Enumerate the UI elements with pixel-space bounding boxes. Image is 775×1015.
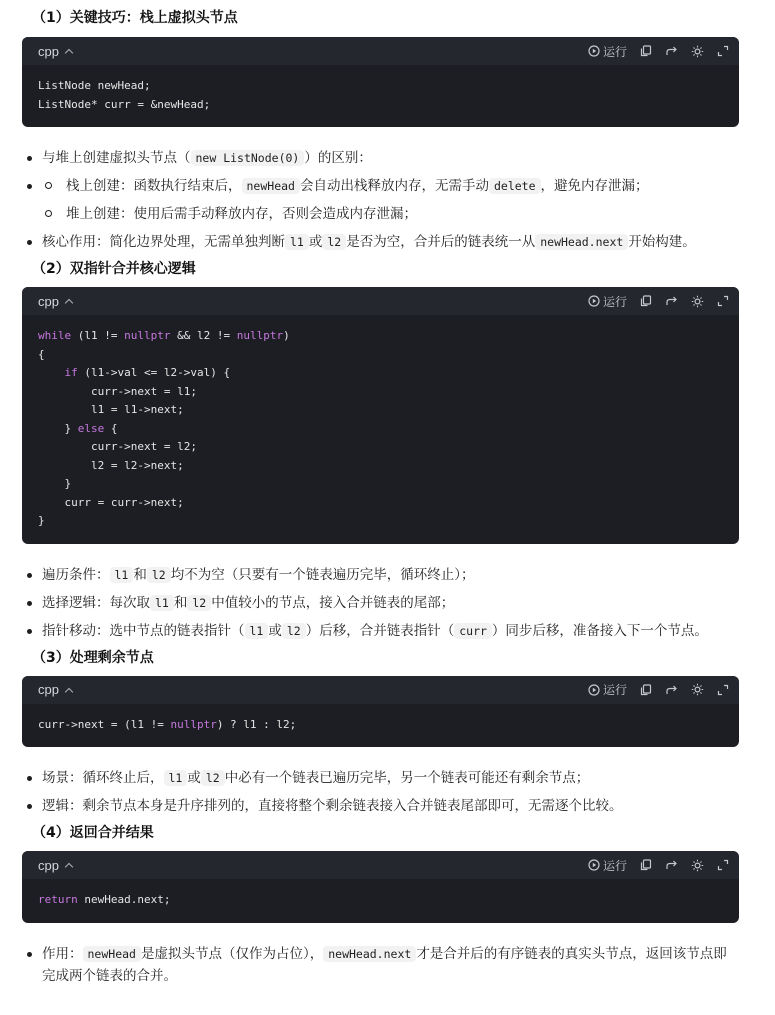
text-segment: 选择逻辑：每次取 [42,594,150,611]
inline-code: delete [489,178,541,194]
run-icon [588,295,600,307]
code-block [22,851,739,923]
code-block-header [22,851,739,879]
share-button[interactable] [665,45,678,57]
inline-code: l1 [164,770,188,786]
share-icon [665,859,678,871]
code-block-header [22,37,739,65]
code-block-header [22,287,739,315]
copy-button[interactable] [640,859,652,871]
theme-icon [691,45,704,58]
copy-button[interactable] [640,684,652,696]
share-button[interactable] [665,295,678,307]
language-label: cpp [38,857,59,873]
run-label: 运行 [602,294,627,309]
inline-code: newHead [83,946,141,962]
text-segment: 开始构建。 [628,234,696,250]
share-button[interactable] [665,859,678,871]
share-icon [665,295,678,307]
section-title: （1）关键技巧：栈上虚拟头节点 [32,10,238,26]
copy-icon [640,45,652,57]
code-block [22,37,739,127]
inline-code: newHead [242,178,300,194]
inline-code: l1 [150,595,174,611]
theme-icon [691,683,704,696]
theme-button[interactable] [691,683,704,696]
inline-code: l1 [245,623,269,639]
run-button[interactable] [588,43,627,60]
code-line: l2 = l2->next; [38,458,184,472]
expand-icon [717,684,729,696]
theme-icon [691,295,704,308]
inline-code: l1 [110,567,134,583]
text-segment: 核心作用：简化边界处理，无需单独判断 [42,234,285,250]
code-line: curr = curr->next; [38,495,184,509]
bullet-list [22,564,739,642]
chevron-up-icon [65,687,73,695]
expand-button[interactable] [717,45,729,57]
code-toolbar [588,681,729,698]
section-title: （3）处理剩余节点 [32,649,154,666]
text-segment: 和 [133,566,147,583]
code-block-header [22,676,739,704]
chevron-up-icon [65,299,73,307]
code-line: while (l1 != nullptr && l2 != nullptr) [38,329,290,342]
list-item [22,620,739,642]
code-line: } else { [38,421,118,435]
section-title: （2）双指针合并核心逻辑 [32,261,196,277]
run-label: 运行 [602,858,627,873]
share-button[interactable] [665,684,678,696]
code-line: } [38,477,72,490]
language-toggle[interactable] [38,858,72,873]
code-keyword: nullptr [236,329,284,342]
code-line: curr->next = l2; [38,440,197,453]
list-item [22,767,739,789]
code-body [22,704,739,748]
run-icon [588,45,600,57]
inline-code: l2 [201,770,225,786]
run-button[interactable] [588,857,627,874]
language-label: cpp [38,43,59,59]
text-segment: 中值较小的节点，接入合并链表的尾部； [211,594,455,611]
code-keyword: if [64,366,78,379]
code-toolbar [588,857,729,874]
bullet-list [22,147,739,253]
code-body [22,315,739,544]
text-segment: ）后移，合并链表指针（ [305,622,455,639]
expand-icon [717,859,729,871]
run-label: 运行 [602,44,627,59]
expand-button[interactable] [717,859,729,871]
text-segment: 均不为空（只要有一个链表遍历完毕，循环终止）； [170,566,475,583]
inline-code: l2 [322,234,346,250]
code-line: curr->next = (l1 != nullptr) ? l1 : l2; [38,717,297,731]
list-item [22,943,739,987]
text-segment: 是否为空，合并后的链表统一从 [346,234,536,250]
share-icon [665,45,678,57]
code-line: } [38,514,45,527]
text-segment: 指针移动：选中节点的链表指针（ [42,622,245,639]
text-segment: 才是合并后的有序链表的真实头节点，返回该节点即完成两个链表的合并。 [42,945,727,984]
bullet-list [22,943,739,987]
inline-code: l2 [187,595,211,611]
list-item [22,147,739,169]
text-segment: ）同步后移，准备接入下一个节点。 [491,622,708,639]
code-line: return newHead.next; [38,893,171,906]
inline-code: l2 [282,623,306,639]
sub-list-item [42,175,739,197]
copy-icon [640,295,652,307]
code-line: if (l1->val <= l2->val) { [64,366,231,379]
copy-icon [640,684,652,696]
code-line: l1 = l1->next; [38,403,184,416]
theme-button[interactable] [691,295,704,308]
inline-code: curr [454,623,492,639]
inline-code: l1 [285,234,309,250]
text-segment: 场景：循环终止后， [42,770,164,786]
inline-code: new ListNode(0) [191,150,305,166]
theme-icon [691,859,704,872]
text-segment: 会自动出栈释放内存，无需手动 [299,178,489,194]
list-item [22,592,739,614]
code-toolbar [588,43,729,60]
code-keyword: while [38,329,72,342]
language-toggle[interactable] [38,44,72,59]
text-segment: 或 [308,234,323,250]
code-keyword: nullptr [124,329,171,342]
run-label: 运行 [602,683,627,697]
copy-button[interactable] [640,295,652,307]
code-keyword: nullptr [170,717,217,731]
code-body [22,65,739,127]
language-toggle[interactable] [38,294,72,309]
list-item [22,231,739,253]
code-block [22,287,739,544]
code-toolbar [588,293,729,310]
inline-code: l2 [147,567,171,583]
run-icon [588,684,600,696]
language-label: cpp [38,293,59,309]
code-body [22,879,739,923]
language-label: cpp [38,682,59,697]
chevron-up-icon [65,863,73,871]
code-line: ListNode newHead; [38,79,151,92]
theme-button[interactable] [691,45,704,58]
section-title: （4）返回合并结果 [32,825,154,841]
code-keyword: return [38,893,78,906]
text-segment: 中必有一个链表已遍历完毕，另一个链表可能还有剩余节点； [224,770,590,786]
text-segment: ）的区别： [304,150,372,166]
expand-icon [717,295,729,307]
theme-button[interactable] [691,859,704,872]
text-segment: ，避免内存泄漏； [540,178,649,194]
inline-code: newHead.next [323,946,416,962]
list-item: 逻辑：剩余节点本身是升序排列的，直接将整个剩余链表接入合并链表尾部即可，无需逐个比较。 [22,795,739,817]
text-segment: 或 [268,622,282,639]
sub-list-item: 堆上创建：使用后需手动释放内存，否则会造成内存泄漏； [42,203,739,225]
language-toggle[interactable] [38,682,72,697]
text-segment: 或 [187,770,201,786]
inline-code: newHead.next [535,234,628,250]
share-icon [665,684,678,696]
sub-list [42,175,739,225]
text-segment: 和 [173,594,188,611]
text-segment: 与堆上创建虚拟头节点（ [42,150,191,166]
copy-icon [640,859,652,871]
code-keyword: else [77,421,105,435]
expand-button[interactable] [717,684,729,696]
copy-button[interactable] [640,45,652,57]
bullet-list [22,767,739,817]
run-icon [588,859,600,871]
text-segment: 作用： [42,945,83,962]
text-segment: 是虚拟头节点（仅作为占位）， [140,945,324,962]
text-segment: 栈上创建：函数执行结束后， [66,178,242,194]
code-line: { [38,347,45,361]
code-line: curr->next = l1; [38,384,197,398]
run-button[interactable] [588,293,627,310]
list-item [22,175,739,225]
expand-button[interactable] [717,295,729,307]
list-item [22,564,739,586]
run-button[interactable] [588,681,627,698]
code-line: ListNode* curr = &newHead; [38,97,211,111]
chevron-up-icon [65,49,73,57]
text-segment: 遍历条件： [42,566,110,583]
code-block [22,676,739,748]
expand-icon [717,45,729,57]
